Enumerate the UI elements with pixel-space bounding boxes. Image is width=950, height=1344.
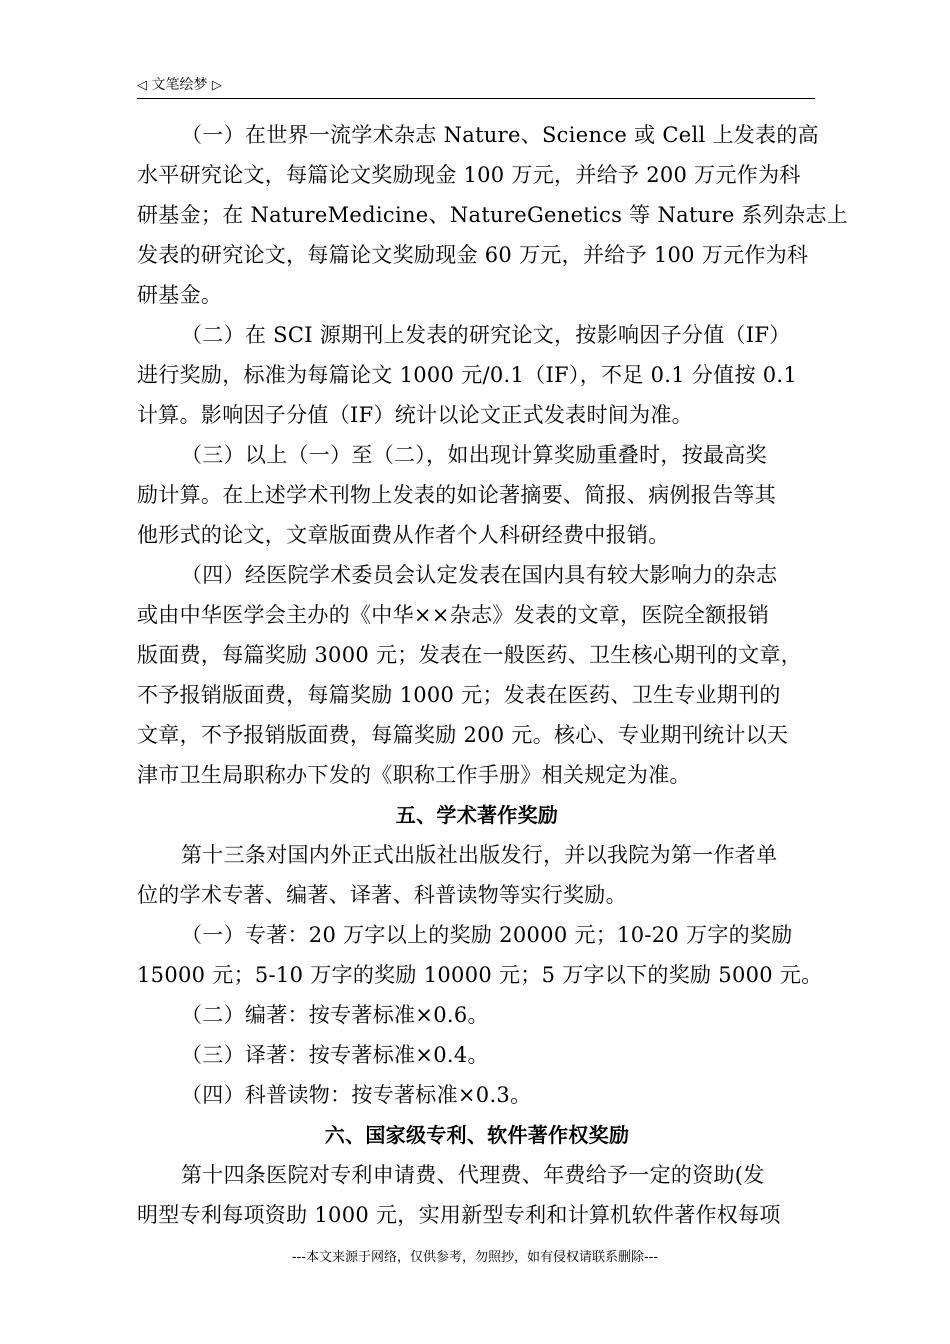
- text-line: （二）在 SCI 源期刊上发表的研究论文，按影响因子分值（IF）: [181, 323, 791, 347]
- page-footer: ---本文来源于网络，仅供参考，勿照抄，如有侵权请联系删除---: [291, 1250, 659, 1265]
- text-line: 研基金。: [137, 283, 223, 307]
- text-line: （四）经医院学术委员会认定发表在国内具有较大影响力的杂志: [181, 563, 778, 587]
- text-line: 水平研究论文，每篇论文奖励现金 100 万元，并给予 200 万元作为科: [137, 163, 801, 187]
- section-heading: 五、学术著作奖励: [395, 803, 559, 827]
- text-line: 津市卫生局职称办下发的《职称工作手册》相关规定为准。: [137, 763, 691, 787]
- text-line: 15000 元；5-10 万字的奖励 10000 元；5 万字以下的奖励 5000 元。: [137, 963, 823, 987]
- text-line: （一）专著：20 万字以上的奖励 20000 元；10-20 万字的奖励: [181, 923, 793, 947]
- section-heading: 六、国家级专利、软件著作权奖励: [324, 1123, 630, 1147]
- header-brand: [137, 74, 222, 94]
- text-line: 版面费，每篇奖励 3000 元；发表在一般医药、卫生核心期刊的文章，: [137, 643, 802, 667]
- header-title: 文笔绘梦: [151, 77, 208, 93]
- text-line: 明型专利每项资助 1000 元，实用新型专利和计算机软件著作权每项: [137, 1203, 781, 1227]
- text-line: 位的学术专著、编著、译著、科普读物等实行奖励。: [137, 883, 627, 907]
- text-line: 发表的研究论文，每篇论文奖励现金 60 万元，并给予 100 万元作为科: [137, 243, 809, 267]
- document-body: [137, 115, 849, 1235]
- text-line: 进行奖励，标准为每篇论文 1000 元/0.1（IF），不足 0.1 分值按 0.1: [137, 363, 798, 387]
- text-line: （二）编著：按专著标准×0.6。: [181, 1003, 489, 1027]
- text-line: 第十四条医院对专利申请费、代理费、年费给予一定的资助(发: [181, 1163, 765, 1187]
- text-line: 不予报销版面费，每篇奖励 1000 元；发表在医药、卫生专业期刊的: [137, 683, 781, 707]
- text-line: 他形式的论文，文章版面费从作者个人科研经费中报销。: [137, 523, 670, 547]
- text-line: （三）译著：按专著标准×0.4。: [181, 1043, 489, 1067]
- text-line: 研基金；在 NatureMedicine、NatureGenetics 等 Nature 系列杂志上: [137, 203, 849, 227]
- text-line: 或由中华医学会主办的《中华××杂志》发表的文章，医院全额报销: [137, 603, 770, 627]
- text-line: 文章，不予报销版面费，每篇奖励 200 元。核心、专业期刊统计以天: [137, 723, 789, 747]
- right-triangle-icon: ▷: [211, 78, 222, 93]
- text-line: 第十三条对国内外正式出版社出版发行，并以我院为第一作者单: [181, 843, 778, 867]
- text-line: （一）在世界一流学术杂志 Nature、Science 或 Cell 上发表的高: [181, 123, 819, 147]
- left-triangle-icon: ◁: [137, 78, 147, 93]
- page-header: [137, 72, 815, 99]
- text-line: 励计算。在上述学术刊物上发表的如论著摘要、简报、病例报告等其: [137, 483, 776, 507]
- text-line: （四）科普读物：按专著标准×0.3。: [181, 1083, 532, 1107]
- text-line: （三）以上（一）至（二），如出现计算奖励重叠时，按最高奖: [181, 443, 767, 467]
- text-line: 计算。影响因子分值（IF）统计以论文正式发表时间为准。: [137, 403, 693, 427]
